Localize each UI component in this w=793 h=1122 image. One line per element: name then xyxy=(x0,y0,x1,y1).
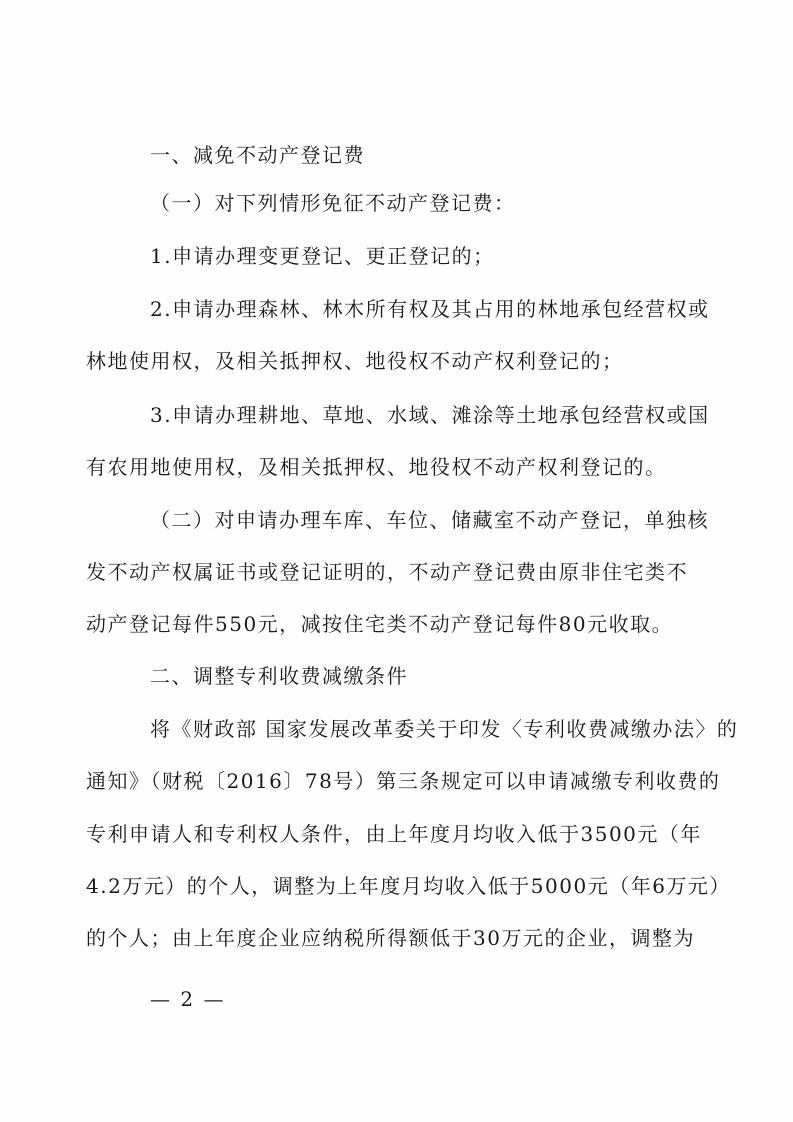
paragraph-line-2: 通知》（财税〔2016〕78号）第三条规定可以申请减缴专利收费的 xyxy=(86,769,721,793)
paragraph-line-4: 4.2万元）的个人，调整为上年度月均收入低于5000元（年6万元） xyxy=(86,874,731,898)
list-item-1: 1.申请办理变更登记、更正登记的； xyxy=(150,244,495,268)
subsection-2-line-2: 发不动产权属证书或登记证明的，不动产登记费由原非住宅类不 xyxy=(86,560,688,584)
section-heading-1: 一、减免不动产登记费 xyxy=(150,143,365,167)
subsection-2-line-1: （二）对申请办理车库、车位、储藏室不动产登记，单独核 xyxy=(150,508,709,532)
page-number: — 2 — xyxy=(150,987,226,1011)
paragraph-line-3: 专利申请人和专利权人条件，由上年度月均收入低于3500元（年 xyxy=(86,822,702,846)
paragraph-line-1: 将《财政部 国家发展改革委关于印发〈专利收费减缴办法〉的 xyxy=(150,717,739,741)
list-item-2-line-1: 2.申请办理森林、林木所有权及其占用的林地承包经营权或 xyxy=(150,297,710,321)
list-item-3-line-1: 3.申请办理耕地、草地、水域、滩涂等土地承包经营权或国 xyxy=(150,403,710,427)
paragraph-line-5: 的个人；由上年度企业应纳税所得额低于30万元的企业，调整为 xyxy=(86,926,695,950)
section-heading-2: 二、调整专利收费减缴条件 xyxy=(150,664,408,688)
list-item-2-line-2: 林地使用权，及相关抵押权、地役权不动产权利登记的； xyxy=(86,349,624,373)
list-item-3-line-2: 有农用地使用权，及相关抵押权、地役权不动产权利登记的。 xyxy=(86,455,667,479)
subsection-heading-1: （一）对下列情形免征不动产登记费： xyxy=(150,191,516,215)
subsection-2-line-3: 动产登记每件550元，减按住宅类不动产登记每件80元收取。 xyxy=(86,612,674,636)
